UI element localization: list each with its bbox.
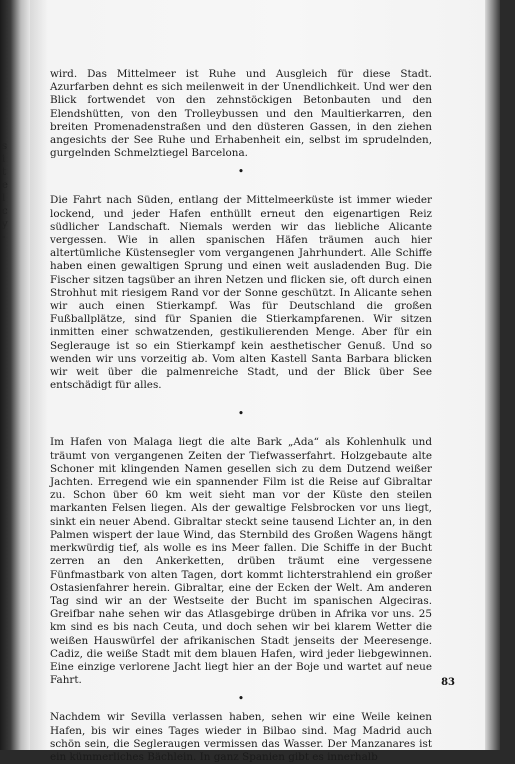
page-body — [50, 68, 432, 764]
paragraph-alicante: Die Fahrt nach Süden, entlang der Mittelmeerküste ist immer wieder lockend, und jeder Hafen enthüllt erneut den eigenartigen Reiz südlicher Landschaft. Niemals werden wir das liebliche Alicante vergessen. Wie in allen spanischen Häfen träumen auch hier altertümliche Küstensegler vom vergangenen Jahrhundert. Alle Schiffe haben einen gewaltigen Sprung und einen weit ausladenden Bug. Die Fischer sitzen tagsüber an ihren Netzen und flicken sie, oft durch einen Strohhut mit riesigem Rand vor der Sonne geschützt. In Alicante sehen wir auch einen Stierkampf. Was für Deutschland die großen Fußballplätze, sind für Spanien die Stierkampfarenen. Wir sitzen inmitten einer schwatzenden, gestikulierenden Menge. Aber für ein Seglerauge ist so ein Stierkampf kein aesthetischer Genuß. Und so wenden wir uns vorzeitig ab. Vom alten Kastell Santa Barbara blicken wir weit über die palmenreiche Stadt, und der Blick über See entschädigt für alles. — [50, 194, 432, 392]
page-edge-shadow — [485, 0, 500, 750]
paragraph-barcelona: wird. Das Mittelmeer ist Ruhe und Ausgleich für diese Stadt. Azurfarben dehnt es sich meilenweit in der Unendlichkeit. Und wer den Blick fortwendet von den zehnstöckigen Betonbauten und den Elendshütten, von den Trolleybussen und den Maultierkarren, den breiten Promenadenstraßen und den düsteren Gassen, in den ziehen angesichts der See Ruhe und Erhabenheit ein, selbst im sprudelnden, gurgelnden Schmelztiegel Barcelona. — [50, 68, 432, 160]
paragraph-malaga-gibraltar: Im Hafen von Malaga liegt die alte Bark „Ada“ als Kohlenhulk und träumt von vergangenen Zeiten der Tiefwasserfahrt. Holzgebaute alte Schoner mit klingenden Namen gesellen sich zu dem Dutzend weißer Jachten. Erregend wie ein spannender Film ist die Reise auf Gibraltar zu. Schon über 60 km weit sieht man vor der Küste den steilen markanten Felsen liegen. Als der gewaltige Felsbrocken vor uns liegt, sinkt ein neuer Abend. Gibraltar steckt seine tausend Lichter an, in den Palmen wispert der laue Wind, das Sternbild des Großen Wagens hängt merkwürdig tief, als wolle es ins Meer fallen. Die Schiffe in der Bucht zerren an den Ankerketten, drüben träumt eine vergessene Fünfmastbark von alten Tagen, dort kommt lichterstrahlend ein großer Ostasienfahrer herein. Gibraltar, eine der Ecken der Welt. Am anderen Tag sind wir an der Westseite der Bucht im spanischen Algeciras. Greifbar nahe sehen wir das Atlasgebirge drüben in Afrika vor uns. 25 km sind es bis nach Ceuta, und doch sehen wir bei klarem Wetter die weißen Hauswürfel der afrikanischen Stadt jenseits der Meeresenge. Cadiz, die weiße Stadt mit dem blauen Hafen, wird jeder liebgewinnen. Eine einzige verlorene Jacht liegt hier an der Boje und wartet auf neue Fahrt. — [50, 436, 432, 687]
paragraph-sevilla-bilbao: Nachdem wir Sevilla verlassen haben, sehen wir eine Weile keinen Hafen, bis wir eines Tages wieder in Bilbao sind. Mag Madrid auch schön sein, die Segleraugen vermissen das Wasser. Der Manzanares ist ein kümmerliches Bächlein. In ganz Spanien gibt es innerhalb — [50, 711, 432, 763]
facing-page-letter: s — [2, 141, 8, 152]
facing-page-letter: i — [2, 154, 6, 165]
facing-page-letter: t — [2, 167, 7, 178]
section-separator: • — [237, 692, 245, 706]
facing-page-letter: e — [2, 180, 8, 191]
facing-page-edge-text — [2, 140, 14, 244]
facing-page-letter: y — [2, 219, 8, 230]
page-number: 83 — [441, 677, 455, 688]
facing-page-letter: l — [2, 193, 6, 204]
book-spine-shadow — [0, 0, 30, 750]
facing-page-letter: - — [2, 232, 6, 243]
section-separator: • — [237, 407, 245, 421]
section-separator: • — [237, 165, 245, 179]
facing-page-letter: c — [2, 206, 8, 217]
